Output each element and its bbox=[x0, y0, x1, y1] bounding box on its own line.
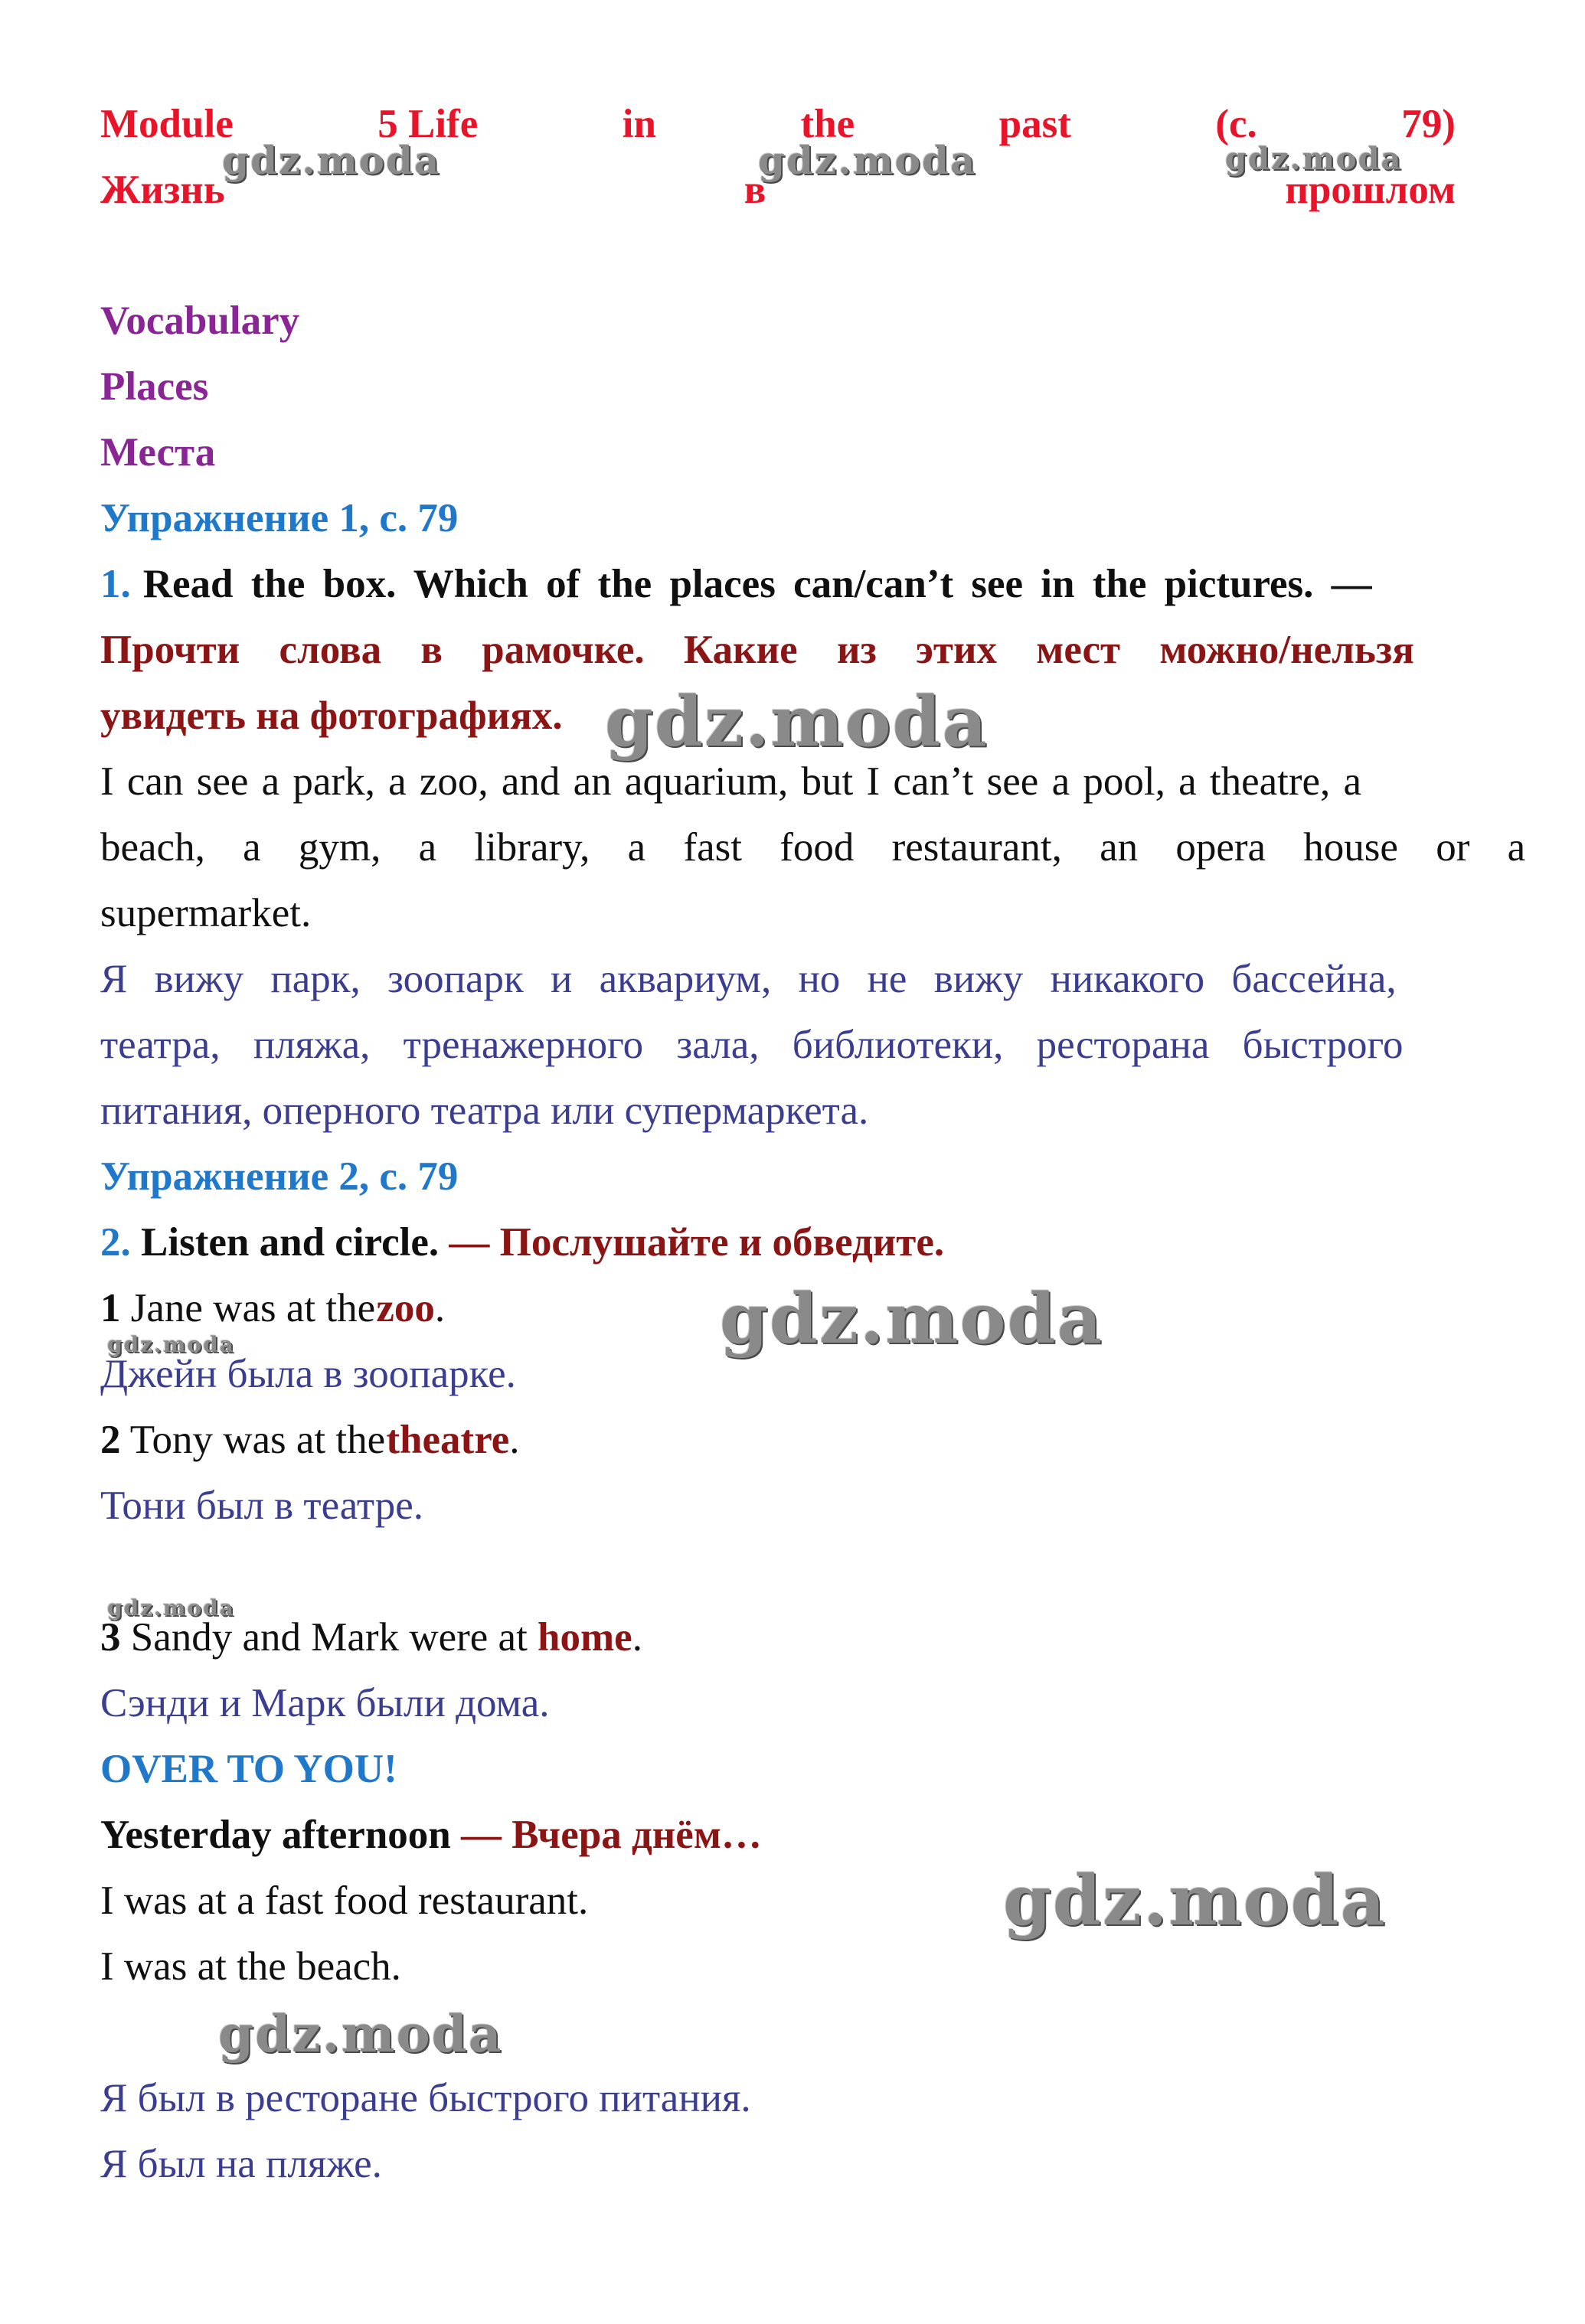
watermark-logo: gdz.moda bbox=[107, 1595, 235, 1621]
over-answer-2: I was at the beach. bbox=[100, 1944, 401, 1989]
watermark-logo: gdz.moda bbox=[222, 138, 441, 183]
over-answer-2-ru: Я был на пляже. bbox=[100, 2142, 382, 2186]
watermark-logo: gdz.moda bbox=[107, 1332, 235, 1357]
exercise-2-title: Упражнение 2, с. 79 bbox=[100, 1154, 459, 1199]
exercise-1-answer-ru-2: театра, пляжа, тренажерного зала, библиотеки, ресторана быстрого bbox=[100, 1023, 1404, 1067]
answer-item-3-ru: Сэнди и Марк были дома. bbox=[100, 1681, 550, 1725]
exercise-1-answer-en-1: I can see a park, a zoo, and an aquarium, but I can’t see a pool, a theatre, a bbox=[100, 759, 1362, 804]
exercise-1-answer-ru-3: питания, оперного театра или супермаркета. bbox=[100, 1089, 869, 1133]
exercise-1-task-ru: Прочти слова в рамочке. Какие из этих мест можно/нельзя bbox=[100, 628, 1414, 672]
exercise-1-task: 1. Read the box. Which of the places can/can’t see in the pictures. — bbox=[100, 551, 1456, 617]
over-answer-1-ru: Я был в ресторане быстрого питания. bbox=[100, 2076, 751, 2120]
watermark-logo: gdz.moda bbox=[218, 2004, 503, 2064]
exercise-1-task-en: Read the box. Which of the places can/can’t see in the pictures. — bbox=[142, 562, 1372, 606]
exercise-1-task-ru-2: увидеть на фотографиях. bbox=[100, 694, 563, 738]
exercise-1-answer-ru-1: Я вижу парк, зоопарк и аквариум, но не вижу никакого бассейна, bbox=[100, 957, 1397, 1001]
over-answer-1: I was at a fast food restaurant. bbox=[100, 1878, 589, 1923]
answer-item-1: 1 Jane was at the zoo. bbox=[100, 1286, 446, 1330]
answer-item-2-ru: Тони был в театре. bbox=[100, 1484, 423, 1528]
vocabulary-heading: Vocabulary bbox=[100, 299, 300, 343]
exercise-1-answer-en-2: beach, a gym, a library, a fast food restaurant, an opera house or a bbox=[100, 825, 1526, 870]
module-title-line2: Жизнь в прошлом bbox=[100, 168, 1456, 212]
answer-item-1-ru: Джейн была в зоопарке. bbox=[100, 1352, 516, 1396]
answer-item-2: 2 Tony was at the theatre. bbox=[100, 1418, 520, 1462]
module-title-line1: Module 5 Life in the past (с. 79) bbox=[100, 102, 1456, 146]
answer-item-3: 3 Sandy and Mark were at home. bbox=[100, 1615, 642, 1660]
places-heading: Places bbox=[100, 364, 209, 409]
watermark-logo: gdz.moda bbox=[605, 681, 989, 762]
exercise-2-task: 2. Listen and circle. — Послушайте и обведите. bbox=[100, 1220, 945, 1265]
exercise-1-title: Упражнение 1, с. 79 bbox=[100, 496, 459, 540]
over-to-you-heading: OVER TO YOU! bbox=[100, 1747, 397, 1791]
watermark-logo: gdz.moda bbox=[1003, 1860, 1387, 1941]
watermark-logo: gdz.moda bbox=[758, 138, 977, 183]
exercise-1-answer-en-3: supermarket. bbox=[100, 891, 312, 935]
places-heading-ru: Места bbox=[100, 430, 216, 475]
watermark-logo: gdz.moda bbox=[1225, 141, 1403, 177]
watermark-logo: gdz.moda bbox=[720, 1278, 1103, 1359]
over-to-you-prompt: Yesterday afternoon — Вчера днём… bbox=[100, 1813, 762, 1857]
